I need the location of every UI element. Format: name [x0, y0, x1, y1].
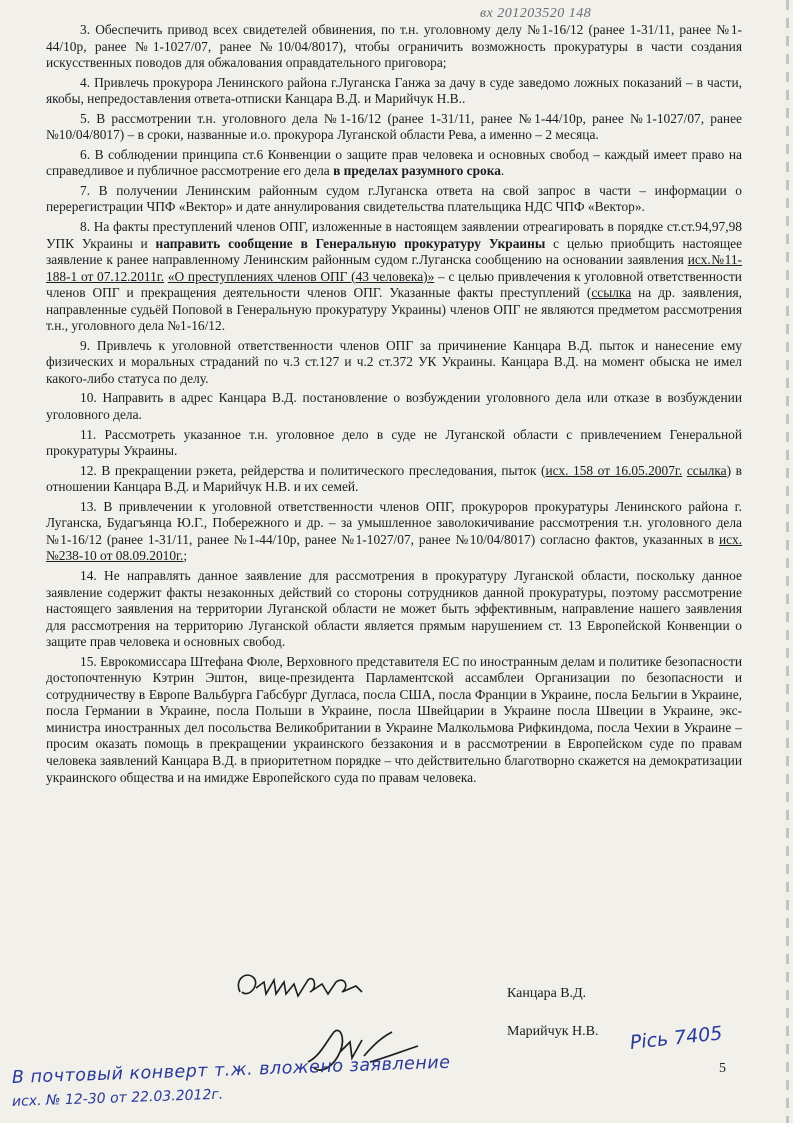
page-edge-perforation — [786, 0, 789, 1123]
item-3: 3. Обеспечить привод всех свидетелей обвинения, по т.н. уголовному делу №1-16/12 (ранее 1-31/11, ранее №1-44/10р, ранее №1-1027/07, ранее №10/04/8017), чтобы ограничить возможность прокуратуры в части создания искусственных поводов для обжалования оправдательного приговора; — [46, 22, 742, 71]
item-12-text-e: ) в отношении Канцара В.Д. и Марийчук Н.В. и их семей. — [46, 462, 742, 495]
item-8-text-g: – с целью привлечения к уголовной ответственности членов ОПГ и прекращения деятельности членов ОПГ. Указанные факты преступлений ( — [46, 268, 742, 301]
item-13-ref: исх.№238-10 от 08.09.2010г. — [46, 531, 742, 564]
item-5: 5. В рассмотрении т.н. уголовного дела №1-16/12 (ранее 1-31/11, ранее №1-44/10р, ранее №1-1027/07, ранее №10/04/8017) – в сроки, названные и.о. прокурора Луганской области Рева, а именно – 2 месяца. — [46, 110, 742, 143]
document-body — [46, 22, 742, 789]
registration-stamp: вх 201203520 148 — [480, 6, 592, 21]
item-8-text-c: с целью приобщить настоящее заявление к ранее направленному Ленинским районным судом г.Луганска сообщению на основании заявления — [46, 235, 743, 268]
item-14: 14. Не направлять данное заявление для рассмотрения в прокуратуру Луганской области, поскольку данное заявление содержит факты незаконных действий со стороны сотрудников данной прокуратуры, поэтому рассмотрение настоящего заявления на территории Луганской области не может быть эффективным, направление нашего заявления для рассмотрения на территорию Луганской области является прямым нарушением ст. 13 Европейской Конвенции о защите прав человека и основных свобод. — [46, 567, 742, 650]
item-4: 4. Привлечь прокурора Ленинского района г.Луганска Ганжа за дачу в суде заведомо ложных показаний – в части, якобы, непредоставления ответа-отписки Канцара В.Д. и Марийчук Н.В.. — [46, 74, 742, 107]
item-13-text-a: 13. В привлечении к уголовной ответственности членов ОПГ, прокуроров прокуратуры Ленинского района г. Луганска, Будагъянца Ю.Г., Побережного и др. – за умышленное заволокичивание рассмотрения т.н. уголовного дела №1-16/12 (ранее 1-31/11, ранее №1-44/10р, ранее №1-1027/07, ранее №10/04/8017) согласно фактов, указанных в — [46, 498, 742, 547]
item-8-ref-title: «О преступлениях членов ОПГ (43 человека)» — [167, 268, 435, 284]
signature-kantsara — [232, 962, 367, 1012]
item-8 — [46, 219, 742, 335]
handwritten-note-right: Рісь 7405 — [628, 1022, 724, 1054]
item-12 — [46, 463, 742, 496]
item-12-ref: исх. 158 от 16.05.2007г. — [545, 462, 683, 478]
item-8-ref-link: исх.№11-188-1 от 07.12.2011г. — [46, 252, 742, 284]
item-7: 7. В получении Ленинским районным судом г.Луганска ответа на свой запрос в части – информации о перерегистрации ЧПФ «Вектор» и дате аннулирования свидетельства плательщика НДС ЧПФ «Вектор». — [46, 182, 742, 215]
item-10: 10. Направить в адрес Канцара В.Д. постановление о возбуждении уголовного дела или отказе в возбуждении уголовного дела. — [46, 390, 742, 423]
item-8-text-i: на др. заявления, направленные судьёй Поповой в Генеральную прокуратуру Украины) членов ОПГ не являются предметом рассмотрения т.н., уголовного дела №1-16/12. — [46, 285, 743, 334]
item-6-text: 6. В соблюдении принципа ст.6 Конвенции о защите прав человека и основных свобод – каждый имеет право на справедливое и публичное рассмотрение его дела — [46, 146, 742, 179]
item-13 — [46, 499, 742, 565]
item-6 — [46, 147, 742, 180]
item-12-link: ссылка — [686, 462, 727, 478]
item-13-end: ; — [183, 548, 188, 564]
item-6-end: . — [500, 163, 505, 179]
item-8-text-a: 8. На факты преступлений членов ОПГ, изложенные в настоящем заявлении отреагировать в порядке ст.ст.94,97,98 УПК Украины и — [46, 219, 742, 251]
page-number: 5 — [719, 1061, 726, 1076]
item-12-text-a: 12. В прекращении рэкета, рейдерства и политического преследования, пыток ( — [80, 462, 546, 478]
item-8-bold: направить сообщение в Генеральную прокуратуру Украины — [155, 235, 546, 251]
signer-name-2: Марийчук Н.В. — [507, 1024, 599, 1039]
item-9: 9. Привлечь к уголовной ответственности членов ОПГ за причинение Канцара В.Д. пыток и нанесение ему физических и моральных страданий по ч.3 ст.127 и ч.2 ст.372 УК Украины. Канцара В.Д. на момент обыска не имел какого-либо статуса по делу. — [46, 337, 742, 386]
item-8-link: ссылка — [591, 285, 632, 301]
item-15: 15. Еврокомиссара Штефана Фюле, Верховного представителя ЕС по иностранным делам и политике безопасности достопочтенную Кэтрин Эштон, вице-президента Парламентской ассамблеи Организации по безопасности и сотрудничеству в Европе Вальбурга Габсбург Дугласа, посла США, посла Франции в Украине, посла Бельгии в Украине, посла Германии в Украине, посла Польши в Украине, посла Швейцарии в Украине посла Швеции в Украине, экс-министра иностранных дел посольства Великобритании в Украине Малкольмова Рифкиндома, посла Чехии в Украине – просим оказать помощь в прекращении украинского беззакония и в рассмотрении в Европейском суде по правам человека заявлений Канцара В.Д. в приоритетном порядке – что действительно благотворно скажется на демократизации украинского общества и на имидже Европейского суда по правам человека. — [46, 653, 742, 785]
item-11: 11. Рассмотреть указанное т.н. уголовное дело в суде не Луганской области с привлечением Генеральной прокуратуры Украины. — [46, 426, 742, 459]
item-6-bold: в пределах разумного срока — [333, 163, 501, 179]
signer-name-1: Канцара В.Д. — [507, 986, 587, 1001]
handwritten-note-line2: исх. № 12-30 от 22.03.2012г. — [11, 1086, 224, 1110]
handwritten-note-line1: В почтовый конверт т.ж. вложено заявление — [11, 1052, 451, 1088]
